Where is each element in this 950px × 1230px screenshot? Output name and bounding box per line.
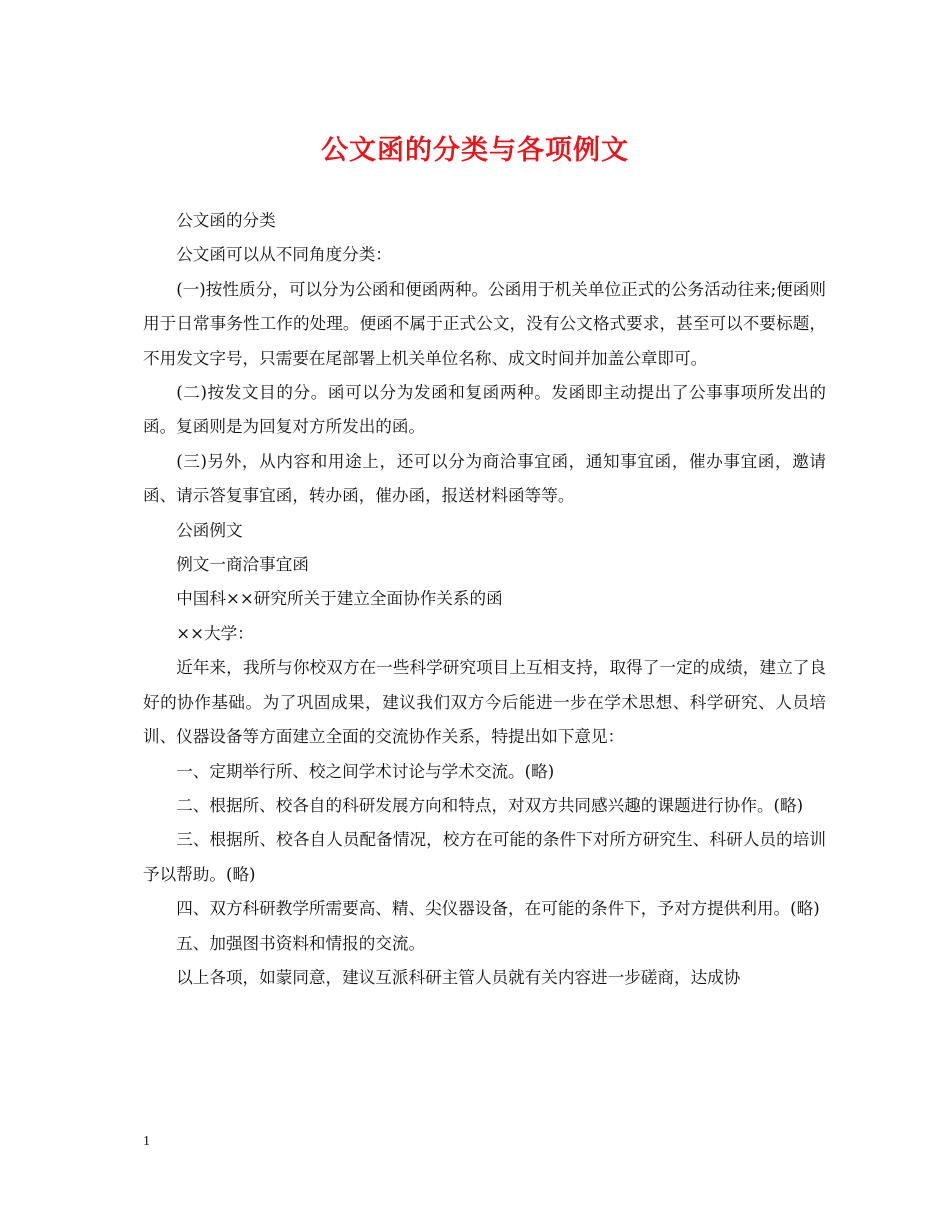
paragraph: 以上各项，如蒙同意，建议互派科研主管人员就有关内容进一步磋商，达成协 [176,967,741,987]
paragraph: 四、双方科研教学所需要高、精、尖仪器设备，在可能的条件下，予对方提供利用。(略) [176,899,820,919]
paragraph: (一)按性质分，可以分为公函和便函两种。公函用于机关单位正式的公务活动往来;便函则用于日常事务性工作的处理。便函不属于正式公文，没有公文格式要求，甚至可以不要标题，不用发文字号，只需要在尾部署上机关单位名称、成文时间并加盖公章即可。 [143,279,826,368]
paragraph: (三)另外，从内容和用途上，还可以分为商洽事宜函，通知事宜函，催办事宜函，邀请函、请示答复事宜函，转办函，催办函，报送材料函等等。 [143,451,826,506]
paragraph: 一、定期举行所、校之间学术讨论与学术交流。(略) [176,761,555,781]
document-title: 公文函的分类与各项例文 [321,135,629,166]
page-number: 1 [143,1134,150,1149]
paragraph: 中国科××研究所关于建立全面协作关系的函 [176,589,503,609]
paragraph: 五、加强图书资料和情报的交流。 [176,933,426,953]
paragraph: 公函例文 [176,520,243,540]
paragraph: ××大学： [176,623,254,643]
paragraph: 公文函可以从不同角度分类： [176,245,392,265]
document-body [143,204,826,995]
paragraph: 三、根据所、校各自人员配备情况，校方在可能的条件下对所方研究生、科研人员的培训予以帮助。(略) [143,830,826,884]
paragraph: 近年来，我所与你校双方在一些科学研究项目上互相支持，取得了一定的成绩，建立了良好的协作基础。为了巩固成果，建议我们双方今后能进一步在学术思想、科学研究、人员培训、仪器设备等方面建立全面的交流协作关系，特提出如下意见： [143,658,826,747]
paragraph: 二、根据所、校各自的科研发展方向和特点，对双方共同感兴趣的课题进行协作。(略) [176,795,804,815]
paragraph: 例文一商洽事宜函 [176,555,309,575]
paragraph: 公文函的分类 [176,211,276,230]
paragraph: (二)按发文目的分。函可以分为发函和复函两种。发函即主动提出了公事事项所发出的函。复函则是为回复对方所发出的函。 [143,383,826,437]
